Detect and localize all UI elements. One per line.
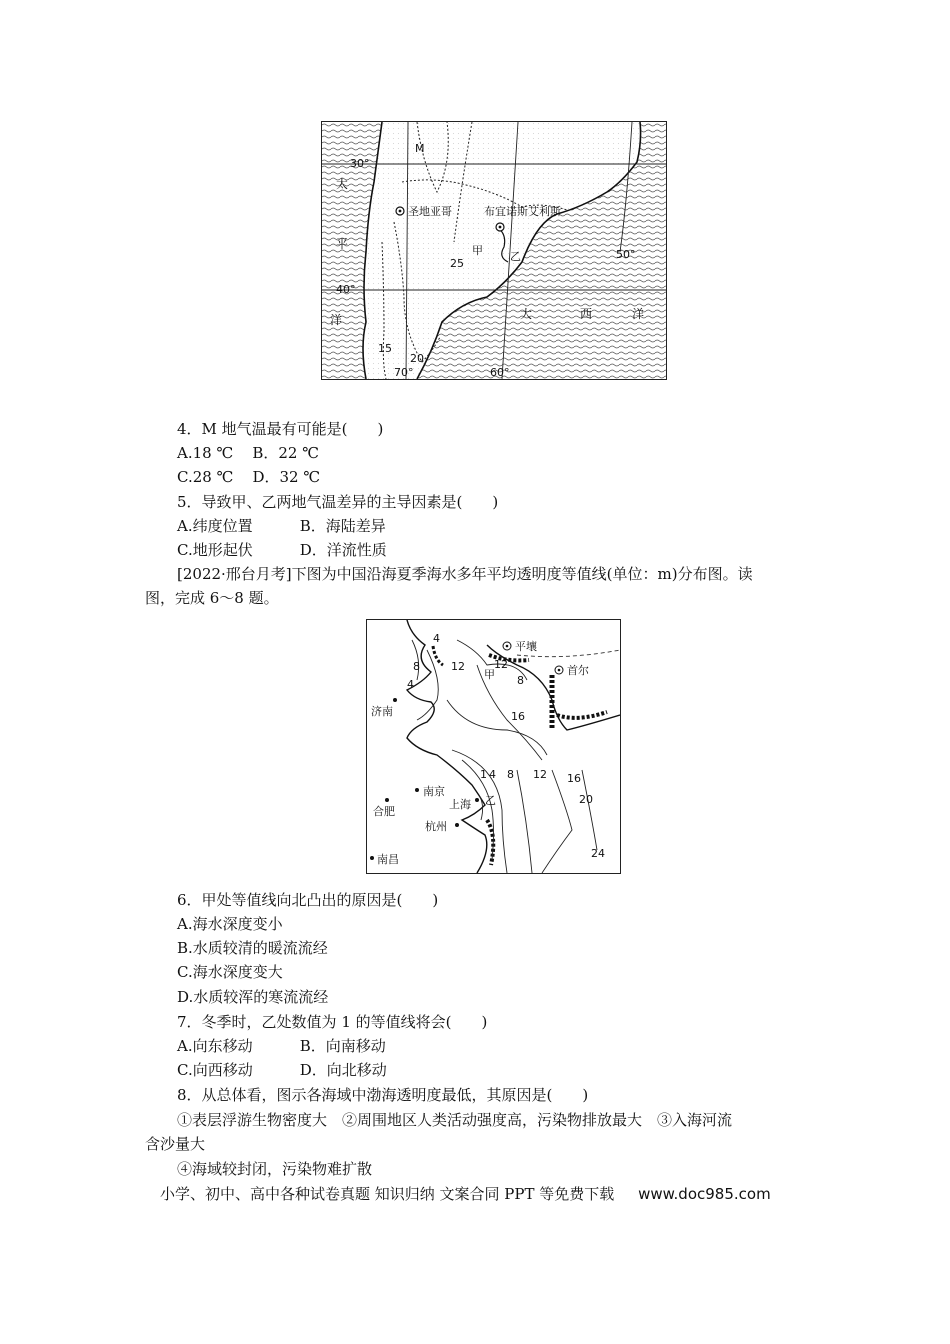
label-v8a: 8 <box>413 660 420 673</box>
label-v8b: 8 <box>517 674 524 687</box>
footer-text: 小学、初中、高中各种试卷真题 知识归纳 文案合同 PPT 等免费下载 <box>160 1185 615 1203</box>
q4-option-b[interactable]: B．22 ℃ <box>252 444 319 462</box>
q4-stem: 4．M 地气温最有可能是( ) <box>177 420 384 438</box>
hefei-marker <box>385 798 389 802</box>
isoline-16b <box>542 770 572 873</box>
label-shanghai: 上海 <box>449 798 471 811</box>
label-seoul: 首尔 <box>567 664 589 677</box>
label-yi: 乙 <box>510 250 521 263</box>
label-v16a: 16 <box>511 710 525 723</box>
label-tai: 太 <box>336 177 349 191</box>
label-nanchang: 南昌 <box>377 853 399 866</box>
label-santiago: 圣地亚哥 <box>408 205 452 218</box>
q4-option-d[interactable]: D．32 ℃ <box>252 468 321 486</box>
label-yang: 洋 <box>330 313 343 327</box>
mainland-coast <box>407 620 487 873</box>
label-yang2: 洋 <box>632 307 645 321</box>
q4-options-row1 <box>177 443 319 463</box>
label-jia: 甲 <box>472 244 483 257</box>
label-v12c: 12 <box>533 768 547 781</box>
q6-option-c[interactable]: C.海水深度变大 <box>177 963 283 981</box>
label-v4a: 4 <box>433 632 440 645</box>
nanchang-marker <box>370 856 374 860</box>
label-v8c: 8 <box>507 768 514 781</box>
q5-option-a[interactable]: A.纬度位置 <box>177 517 253 535</box>
intro-line1: [2022·邢台月考]下图为中国沿海夏季海水多年平均透明度等值线(单位：m)分布图。读 <box>177 565 753 583</box>
jinan-marker <box>393 698 397 702</box>
label-lon70: 70° <box>394 366 414 379</box>
label-v4b: 4 <box>407 678 414 691</box>
label-da: 大 <box>520 307 533 321</box>
q6-option-d[interactable]: D.水质较浑的寒流流经 <box>177 988 329 1006</box>
china-coast-transparency-map <box>366 619 621 874</box>
q7-options-row1 <box>177 1036 386 1056</box>
intro-line2: 图，完成 6～8 题。 <box>145 589 279 607</box>
q7-option-c[interactable]: C.向西移动 <box>177 1061 253 1079</box>
q7-option-d[interactable]: D．向北移动 <box>299 1061 387 1079</box>
label-hefei: 合肥 <box>373 805 395 818</box>
label-v12b: 12 <box>494 658 508 671</box>
label-v16b: 16 <box>567 772 581 785</box>
q7-option-b[interactable]: B．向南移动 <box>299 1037 386 1055</box>
q5-options-row1 <box>177 516 386 536</box>
label-v20: 20 <box>579 793 593 806</box>
isoline-20 <box>582 770 597 850</box>
label-jinan: 济南 <box>371 705 393 718</box>
nanjing-marker <box>415 788 419 792</box>
label-iso15: 15 <box>378 342 392 355</box>
q4-options-row2 <box>177 467 320 487</box>
label-ping: 平 <box>336 237 349 251</box>
q7-option-a[interactable]: A.向东移动 <box>177 1037 253 1055</box>
q8-statement-line1: ①表层浮游生物密度大 ②周围地区人类活动强度高，污染物排放最大 ③入海河流 <box>177 1111 733 1129</box>
label-pyongyang: 平壤 <box>515 640 537 653</box>
label-nanjing: 南京 <box>423 785 445 798</box>
q8-statement-line3: ④海域较封闭，污染物难扩散 <box>177 1160 373 1178</box>
label-m: M <box>415 142 425 155</box>
isoline-8 <box>417 650 438 720</box>
q4-option-a[interactable]: A.18 ℃ <box>177 444 234 462</box>
q6-stem: 6．甲处等值线向北凸出的原因是( ) <box>177 891 439 909</box>
q5-option-c[interactable]: C.地形起伏 <box>177 541 253 559</box>
label-v4c: 4 <box>489 768 496 781</box>
label-lat30: 30° <box>350 157 370 170</box>
footer-url[interactable]: www.doc985.com <box>638 1185 771 1203</box>
shanghai-marker <box>475 798 479 802</box>
q8-stem: 8．从总体看，图示各海域中渤海透明度最低，其原因是( ) <box>177 1086 589 1104</box>
q5-options-row2 <box>177 540 387 560</box>
label-jia: 甲 <box>484 668 495 681</box>
q5-stem: 5．导致甲、乙两地气温差异的主导因素是( ) <box>177 493 499 511</box>
label-iso20: 20 <box>410 352 424 365</box>
isoline-12c <box>517 770 532 873</box>
q6-option-b[interactable]: B.水质较清的暖流流经 <box>177 939 328 957</box>
q8-statement-line2: 含沙量大 <box>145 1135 206 1153</box>
label-yi: 乙 <box>485 794 496 807</box>
q7-stem: 7．冬季时，乙处数值为 1 的等值线将会( ) <box>177 1013 488 1031</box>
q4-option-c[interactable]: C.28 ℃ <box>177 468 234 486</box>
q5-option-b[interactable]: B．海陆差异 <box>299 517 386 535</box>
label-lon60: 60° <box>490 366 510 379</box>
hangzhou-marker <box>455 823 459 827</box>
q7-options-row2 <box>177 1060 387 1080</box>
label-v12a: 12 <box>451 660 465 673</box>
label-hangzhou: 杭州 <box>425 820 447 833</box>
label-iso25: 25 <box>450 257 464 270</box>
label-lat40: 40° <box>336 283 356 296</box>
south-america-temperature-map <box>321 121 667 380</box>
q6-option-a[interactable]: A.海水深度变小 <box>177 915 283 933</box>
label-xi: 西 <box>580 307 593 321</box>
label-lon50: 50° <box>616 248 636 261</box>
footer <box>160 1184 771 1204</box>
label-v1: 1 <box>480 768 487 781</box>
label-buenos-aires: 布宜诺斯艾利斯 <box>484 205 561 218</box>
q5-option-d[interactable]: D．洋流性质 <box>299 541 387 559</box>
label-v24: 24 <box>591 847 605 860</box>
